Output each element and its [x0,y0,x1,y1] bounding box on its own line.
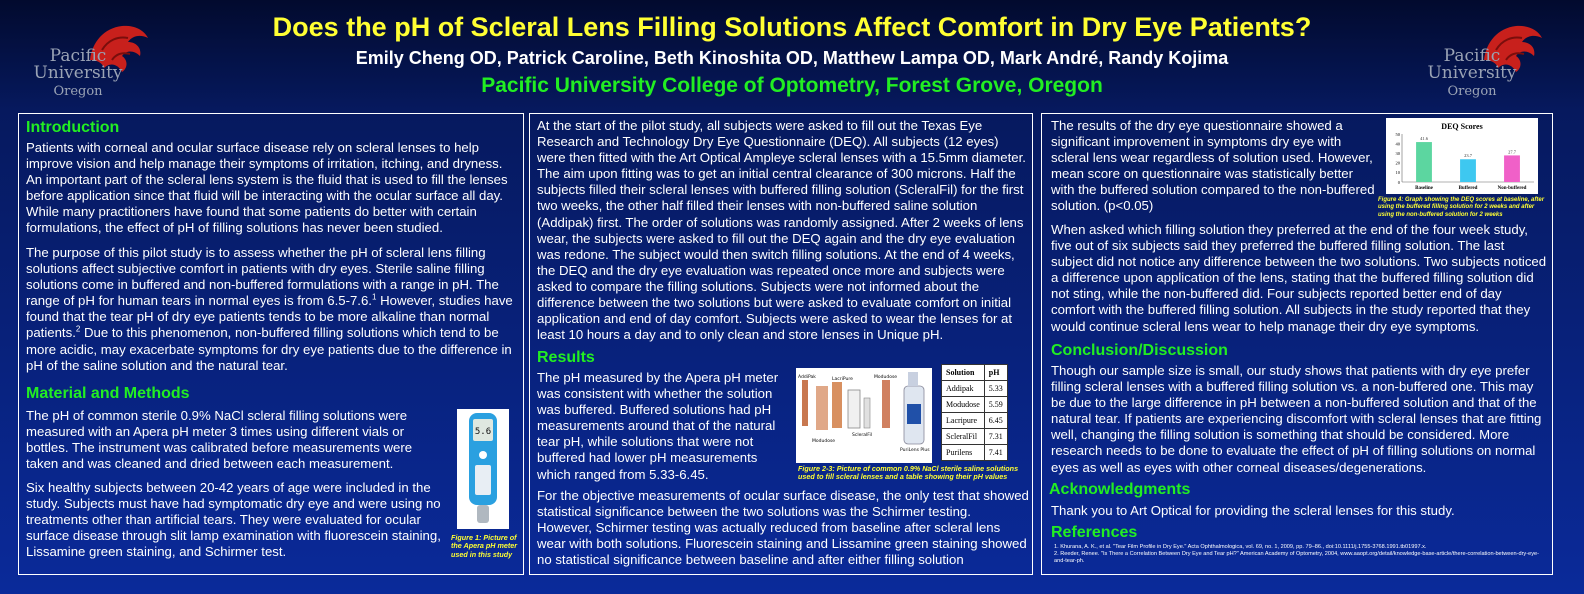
introduction-paragraph-2: The purpose of this pilot study is to assess whether the pH of scleral lens filling solutions affect subjective comfort in patients with dry eyes. Sterile saline filling solutions come in buffered and non-buffered formulations with a range in pH. The range of pH for human tears in normal eyes is from 6.5-7.6.$^1$ However, studies have found that the tear pH of dry eye patients tends to be more alkaline than normal patients.$^2$ Due to this phenomenon, non-buffered filling solutions which tend to be more acidic, may exacerbate symptoms for dry eye patients due to the difference in pH of the saline solution and the natural tear. [26,245,513,373]
chart-title: DEQ Scores [1441,122,1483,131]
table-cell: Addipak [942,381,985,397]
methods-paragraph-1: The pH of common sterile 0.9% NaCl scleral filling solutions were measured with an Apera pH meter 3 times using different vials or bottles. The instrument was calibrated before measurements were taken and was cleaned and dried between each measurement. [26,408,413,472]
results-deq-paragraph: The results of the dry eye questionnaire showed a significant improvement in symptoms dry eye with scleral lens wear regardless of solution used. However, mean score on questionnaire was statistically better with the buffered solution compared to the non-buffered solution. (p<0.05) [1051,118,1375,214]
data-label: 23.7 [1464,153,1472,159]
references-heading: References [1051,524,1138,541]
conclusion-paragraph: Though our sample size is small, our study shows that patients with dry eye prefer filling scleral lenses with a buffered filling solution vs. a non-buffered one. This may be due to the large difference in pH between a non-buffered solution and that of the natural tear. If patients are experiencing discomfort with scleral lenses that are fitting well, changing the filling solution is something that should be considered. More research needs to be done to evaluate the effect of pH of filling solutions on normal eyes as well as eyes with other corneal diseases/degenerations. [1051,363,1542,475]
table-row [942,397,1008,413]
affiliation: Pacific University College of Optometry, Forest Grove, Oregon [481,74,1103,97]
table-row [942,381,1008,397]
ph-meter-photo [457,409,509,529]
y-tick-label: 40 [1395,141,1400,147]
bottle-label: LacriPure [832,377,853,382]
table-row [942,445,1008,461]
poster-title: Does the pH of Scleral Lens Filling Solutions Affect Comfort in Dry Eye Patients? [272,12,1312,42]
poster-header [0,0,1584,110]
figure-4-caption: Figure 4: Graph showing the DEQ scores at baseline, after using the buffered filling solution for 2 weeks and after using the non-buffered solution for 2 weeks [1378,197,1545,218]
ph-table [941,364,1008,461]
reference-item: 1. Khurana, A. K., et al. "Tear Film Profile in Dry Eye." Acta Ophthalmologica, vol. 69, no. 1, 2009, pp. 79–86., doi:10.1111/j.1755-3768.1991.tb01997.x. [1054,544,1427,550]
y-tick-label: 0 [1397,179,1400,185]
table-row [942,413,1008,429]
results-paragraph-2: For the objective measurements of ocular surface disease, the only test that showed statistical significance between the two solutions was the Schirmer testing. However, Schirmer testing was actually reduced from baseline after scleral lens wear with both solutions. Fluorescein staining and Lissamine green staining showed no statistical significance between baseline and after either filling solution [537,488,1029,568]
bar [1504,155,1520,182]
reference-item: 2. Reeder, Renee. "Is There a Correlation Between Dry Eye and Tear pH?" American Academy of Optometry, 2004, www.aaopt.org/detail/knowledge-base-article/there-correlation-between-dry-eye-and-tear-ph. [1054,551,1539,564]
authors: Emily Cheng OD, Patrick Caroline, Beth Kinoshita OD, Matthew Lampa OD, Mark André, Randy Kojima [355,48,1229,68]
bottle-label: Modudose [874,375,898,380]
bottle-label: Modudose [812,439,836,444]
results-heading: Results [537,349,595,366]
y-tick-label: 30 [1395,151,1400,156]
data-label: 27.7 [1508,149,1516,155]
table-header-row [942,365,1008,381]
x-tick-label: Non-buffered [1497,186,1527,191]
x-tick-label: Baseline [1415,186,1433,191]
bottle-label: AddiPak [798,375,816,380]
table-cell: 5.33 [984,381,1007,397]
methods-paragraph-2: Six healthy subjects between 20-42 years of age were included in the study. Subjects must have had symptomatic dry eye and were using no treatments other than artificial tears. They were evaluated for ocular surface disease through slit lamp examination with fluorescein staining, Lissamine green staining, and Schirmer test. [26,480,441,560]
left-panel [18,113,524,575]
x-tick-label: Buffered [1458,186,1478,191]
deq-chart-svg [1386,118,1538,194]
methods-heading: Material and Methods [26,385,190,402]
pacific-university-logo: Pacific University Oregon [1424,18,1534,100]
y-tick-label: 20 [1395,160,1400,166]
data-label: 41.6 [1420,136,1428,142]
y-tick-label: 10 [1395,170,1400,176]
right-panel [1041,113,1553,575]
acknowledgments-heading: Acknowledgments [1049,481,1191,498]
acknowledgments-text: Thank you to Art Optical for providing the scleral lenses for this study. [1051,503,1455,518]
middle-panel [529,113,1033,575]
table-cell: Purilens [942,445,985,461]
references-list [1054,544,1544,565]
bar [1416,142,1432,182]
table-cell: 7.41 [984,445,1007,461]
table-cell: ScleralFil [942,429,985,445]
deq-chart [1386,118,1538,194]
figure-1-caption: Figure 1: Picture of the Apera pH meter used in this study [451,533,518,559]
bottle-label: PuriLens Plus [900,448,930,453]
bar [1460,159,1476,182]
table-cell: Modudose [942,397,985,413]
conclusion-heading: Conclusion/Discussion [1051,342,1228,359]
results-paragraph-1: The pH measured by the Apera pH meter was consistent with whether the solution was buffered. Buffered solutions had pH measurements around that of the natural tear pH, while solutions that were not buffered had lower pH measurements which ranged from 5.33-6.45. [537,370,779,482]
table-cell: 7.31 [984,429,1007,445]
table-row [942,429,1008,445]
filling-solutions-photo [796,368,932,463]
y-tick-label: 50 [1395,131,1400,137]
figure-2-3-caption: Figure 2-3: Picture of common 0.9% NaCl sterile saline solutions used to fill scleral lenses and a table showing their pH values [798,464,1019,482]
pacific-university-logo: Pacific University Oregon [30,18,140,100]
bottle-label: ScleralFil [852,433,872,438]
preference-paragraph: When asked which filling solution they preferred at the end of the four week study, five out of six subjects said they preferred the buffered filling solution. The last subject did not notice any difference between the two solutions. Two subjects noticed a difference upon application of the lens, stating that the buffered filling solution did not sting, while the non-buffered did. Four subjects reported better end of day comfort with the buffered filling solution. All subjects in the study reported that they would continue scleral lens wear to help manage their dry eye symptoms. [1051,222,1547,334]
table-header: pH [984,365,1007,381]
table-cell: Lacripure [942,413,985,429]
introduction-paragraph-1: Patients with corneal and ocular surface disease rely on scleral lenses to help improve vision and help manage their symptoms of irritation, itching, and dryness. An important part of the scleral lens system is the fluid that is used to fill the lenses before application since that fluid will be interacting with the ocular surface all day. While many practitioners have found that some patients do better with certain formulations, the effect of pH of filling solutions has never been studied. [26,140,508,236]
meter-display-text: 5.6 [474,427,492,437]
table-cell: 6.45 [984,413,1007,429]
table-header: Solution [942,365,985,381]
introduction-heading: Introduction [26,119,120,136]
table-cell: 5.59 [984,397,1007,413]
methods-study-paragraph: At the start of the pilot study, all subjects were asked to fill out the Texas Eye Research and Technology Dry Eye Questionnaire (DEQ). All subjects (12 eyes) were then fitted with the Art Optical Ampleye scleral lenses with a 15.5mm diameter. The aim upon fitting was to get an initial central clearance of 300 microns. Half the subjects filled their scleral lenses with buffered filling solution (ScleralFil) for the first two weeks, the other half filled their lenses with non-buffered saline solution (Addipak) first. The order of solutions was randomly assigned. After 2 weeks of lens wear, the subjects were asked to fill out the DEQ again and the dry eye evaluation was redone. The subject would then switch filling solutions. At the end of 4 weeks, the DEQ and the dry eye evaluation was repeated once more and subjects were asked to compare the filling solutions. Subjects were not informed about the difference between the two solutions but were asked to evaluate comfort on initial application and end of day comfort. Subjects were asked to wear the lenses for at least 10 hours a day and to only clean and store lenses in Unique pH. [537,118,1026,343]
